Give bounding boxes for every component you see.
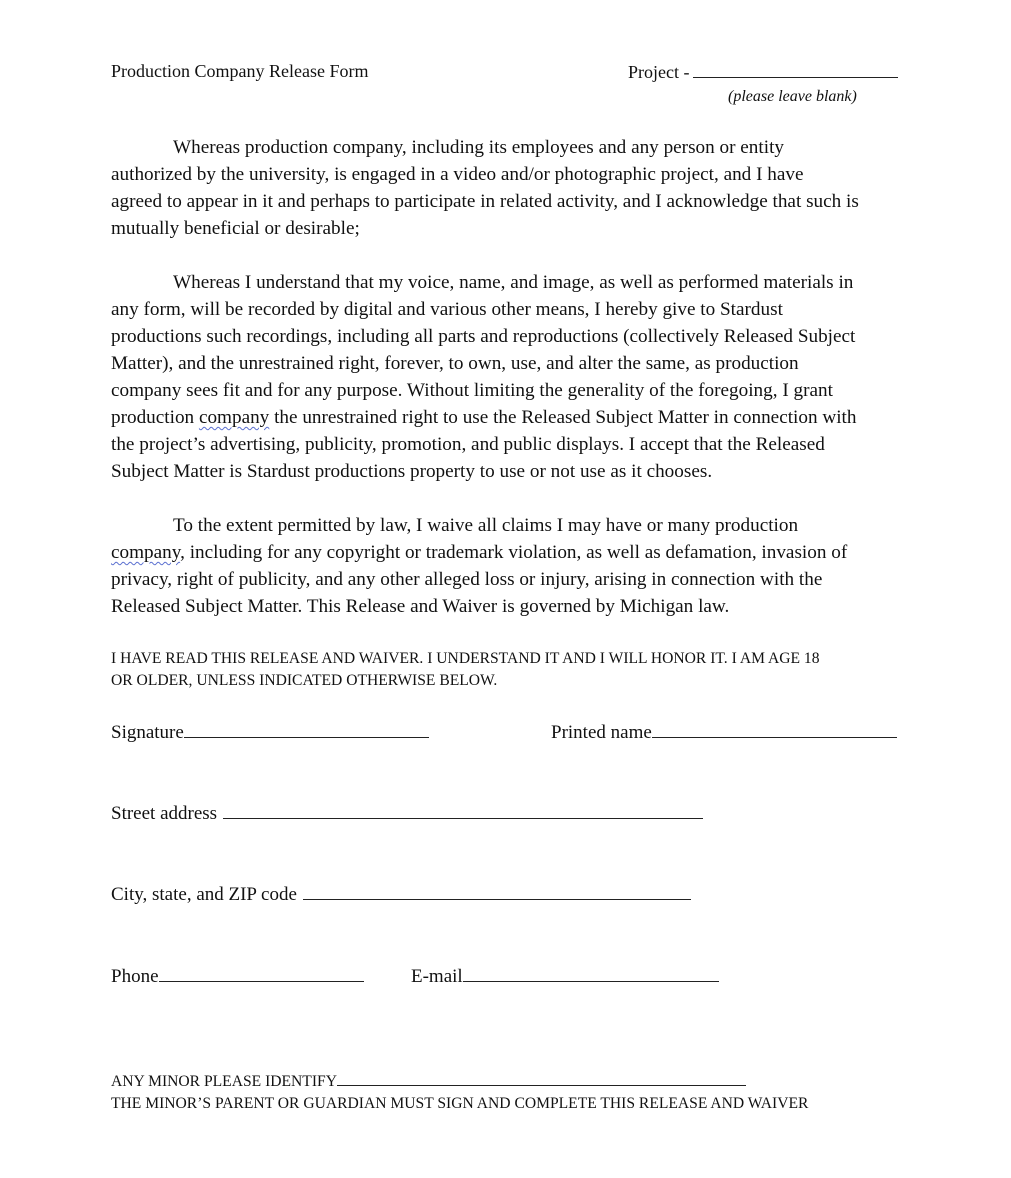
paragraph-line [111,404,911,431]
paragraph-line: Whereas I understand that my voice, name, and image, as well as performed materials in [173,272,854,293]
line-text: the unrestrained right to use the Released Subject Matter in connection with [269,407,857,428]
project-label: Project - [628,62,690,82]
line-text: , including for any copyright or trademark violation, as well as defamation, invasion of [180,542,848,563]
street-address-label: Street address [111,803,218,824]
city-state-zip-line[interactable] [303,882,691,900]
spellcheck-flagged-word: company [111,542,181,563]
paragraph-whereas-recordings [111,269,911,485]
paragraph-line: Matter), and the unrestrained right, forever, to own, use, and alter the same, as production [111,353,799,374]
project-blank-line[interactable] [693,61,898,78]
acknowledgement-statement [111,648,820,692]
street-address-field [111,801,703,825]
email-label: E-mail [411,966,463,987]
city-state-zip-label: City, state, and ZIP code [111,884,297,905]
printed-name-label: Printed name [551,722,652,743]
paragraph-whereas-engaged [111,134,911,242]
printed-name-field [551,720,897,744]
email-line[interactable] [463,964,719,982]
paragraph-line: Released Subject Matter. This Release and Waiver is governed by Michigan law. [111,596,730,617]
city-state-zip-field [111,882,691,906]
signature-line[interactable] [184,720,429,738]
project-note: (please leave blank) [728,88,857,105]
signature-field [111,720,429,744]
paragraph-line: Whereas production company, including its employees and any person or entity [173,137,784,158]
paragraph-line: any form, will be recorded by digital and various other means, I hereby give to Stardust [111,299,783,320]
paragraph-line: privacy, right of publicity, and any other alleged loss or injury, arising in connection with the [111,569,823,590]
paragraph-line [111,539,911,566]
paragraph-line: agreed to appear in it and perhaps to participate in related activity, and I acknowledge that such is [111,191,859,212]
paragraph-line: To the extent permitted by law, I waive all claims I may have or many production [173,515,799,536]
phone-line[interactable] [159,964,364,982]
minor-section [111,1071,808,1115]
minor-identify-field [111,1071,808,1093]
phone-label: Phone [111,966,159,987]
paragraph-waiver [111,512,911,620]
line-text: production [111,407,199,428]
minor-identify-label: ANY MINOR PLEASE IDENTIFY [111,1073,337,1090]
paragraph-line: company sees fit and for any purpose. Without limiting the generality of the foregoing, I grant [111,380,833,401]
paragraph-line: authorized by the university, is engaged in a video and/or photographic project, and I have [111,164,804,185]
acknowledgement-line: I HAVE READ THIS RELEASE AND WAIVER. I UNDERSTAND IT AND I WILL HONOR IT. I AM AGE 18 [111,650,820,667]
phone-field [111,964,364,988]
printed-name-line[interactable] [652,720,897,738]
spellcheck-flagged-word: company [198,407,270,428]
minor-identify-line[interactable] [337,1071,746,1086]
guardian-note: THE MINOR’S PARENT OR GUARDIAN MUST SIGN AND COMPLETE THIS RELEASE AND WAIVER [111,1095,809,1112]
acknowledgement-line: OR OLDER, UNLESS INDICATED OTHERWISE BELOW. [111,672,498,689]
form-title: Production Company Release Form [111,61,369,81]
street-address-line[interactable] [223,801,703,819]
paragraph-line: the project’s advertising, publicity, promotion, and public displays. I accept that the Released [111,434,825,455]
signature-label: Signature [111,722,184,743]
paragraph-line: mutually beneficial or desirable; [111,218,360,239]
project-field [628,61,898,83]
email-field [411,964,719,988]
paragraph-line: productions such recordings, including all parts and reproductions (collectively Released Subject [111,326,856,347]
paragraph-line: Subject Matter is Stardust productions property to use or not use as it chooses. [111,461,713,482]
